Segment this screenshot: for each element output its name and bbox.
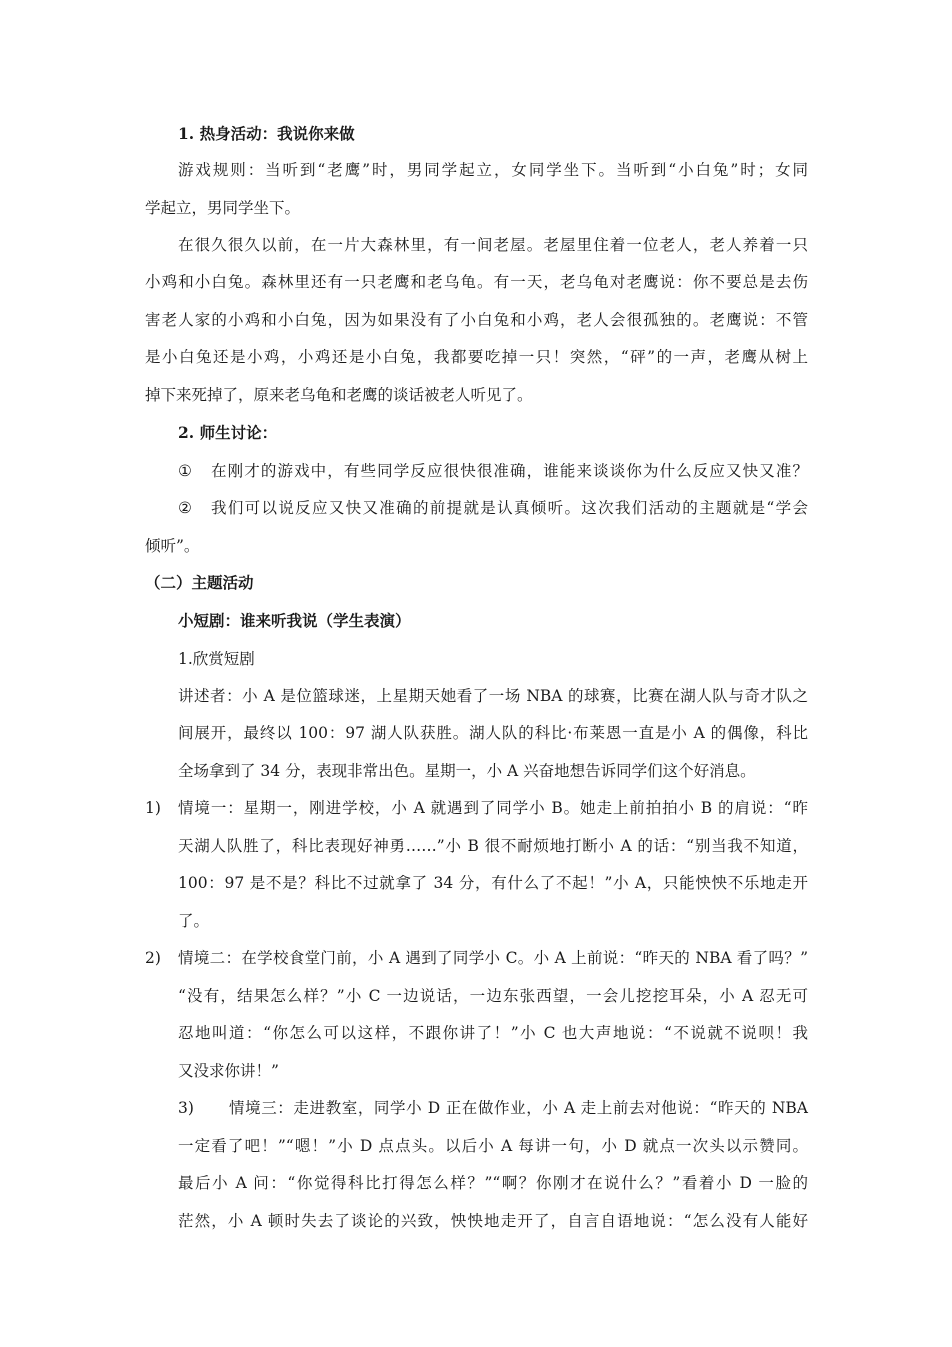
- scene-2-line-3: 忍地叫道：“你怎么可以这样，不跟你讲了！”小 C 也大声地说：“不说就不说呗！我: [178, 1024, 808, 1042]
- rules-line-2: 学起立，男同学坐下。: [145, 199, 301, 217]
- item-2-text: 我们可以说反应又快又准确的前提就是认真倾听。这次我们活动的主题就是“学会: [211, 499, 808, 517]
- scene-2-line-1: 情境二：在学校食堂门前，小 A 遇到了同学小 C。小 A 上前说：“昨天的 NBA 看了吗？”: [178, 949, 808, 967]
- scene-3-line-3: 最后小 A 问：“你觉得科比打得怎么样？”“啊？你刚才在说什么？”看着小 D 一脸的: [178, 1174, 808, 1192]
- scene-3-line-4: 茫然，小 A 顿时失去了谈论的兴致，怏怏地走开了，自言自语地说：“怎么没有人能好: [178, 1212, 808, 1230]
- scene-1-line-3: 100：97 是不是？科比不过就拿了 34 分，有什么了不起！”小 A，只能怏怏不乐地走开: [178, 874, 808, 892]
- story-line-2: 小鸡和小白兔。森林里还有一只老鹰和老乌龟。有一天，老乌龟对老鹰说：你不要总是去伤: [145, 273, 808, 291]
- item-1-marker: ①: [178, 462, 192, 480]
- scene-3-line-2: 一定看了吧！”“嗯！”小 D 点点头。以后小 A 每讲一句，小 D 就点一次头以示赞同。: [178, 1137, 808, 1155]
- story-line-1: 在很久很久以前，在一片大森林里，有一间老屋。老屋里住着一位老人，老人养着一只: [178, 236, 808, 254]
- scene-3-marker: 3): [178, 1099, 194, 1117]
- subheading-short-play: 小短剧：谁来听我说（学生表演）: [178, 611, 411, 630]
- scene-1-marker: 1): [145, 799, 161, 817]
- scene-1-line-4: 了。: [178, 912, 210, 930]
- scene-2-line-4: 又没求你讲！”: [178, 1062, 279, 1080]
- narrator-line-3: 全场拿到了 34 分，表现非常出色。星期一，小 A 兴奋地想告诉同学们这个好消息。: [178, 762, 756, 780]
- heading-discussion: 2. 师生讨论：: [178, 423, 278, 442]
- story-line-3: 害老人家的小鸡和小白兔，因为如果没有了小白兔和小鸡，老人会很孤独的。老鹰说：不管: [145, 311, 808, 329]
- narrator-line-2: 间展开，最终以 100：97 湖人队获胜。湖人队的科比·布莱恩一直是小 A 的偶像，科比: [178, 724, 808, 742]
- item-1-text: 在刚才的游戏中，有些同学反应很快很准确，谁能来谈谈你为什么反应又快又准？: [211, 462, 808, 480]
- scene-1-line-2: 天湖人队胜了，科比表现好神勇……”小 B 很不耐烦地打断小 A 的话：“别当我不知道，: [178, 837, 808, 855]
- scene-1-line-1: 情境一：星期一，刚进学校，小 A 就遇到了同学小 B。她走上前拍拍小 B 的肩说：“昨: [178, 799, 808, 817]
- scene-2-marker: 2): [145, 949, 161, 967]
- item-2-continuation: 倾听”。: [145, 537, 200, 555]
- heading-warmup: 1. 热身活动：我说你来做: [178, 124, 355, 143]
- scene-3-line-1: 情境三：走进教室，同学小 D 正在做作业，小 A 走上前去对他说：“昨天的 NBA: [229, 1099, 808, 1117]
- item-2-marker: ②: [178, 499, 192, 517]
- story-line-5: 掉下来死掉了，原来老乌龟和老鹰的谈话被老人听见了。: [145, 386, 533, 404]
- story-line-4: 是小白兔还是小鸡，小鸡还是小白兔，我都要吃掉一只！突然，“砰”的一声，老鹰从树上: [145, 348, 808, 366]
- scene-2-line-2: “没有，结果怎么样？”小 C 一边说话，一边东张西望，一会儿挖挖耳朵，小 A 忍无可: [178, 987, 808, 1005]
- heading-theme-activity: （二）主题活动: [145, 573, 254, 592]
- rules-line-1: 游戏规则：当听到“老鹰”时，男同学起立，女同学坐下。当听到“小白兔”时；女同: [178, 161, 808, 179]
- enjoy-play-label: 1.欣赏短剧: [178, 650, 255, 668]
- narrator-line-1: 讲述者：小 A 是位篮球迷，上星期天她看了一场 NBA 的球赛，比赛在湖人队与奇才队之: [178, 687, 808, 705]
